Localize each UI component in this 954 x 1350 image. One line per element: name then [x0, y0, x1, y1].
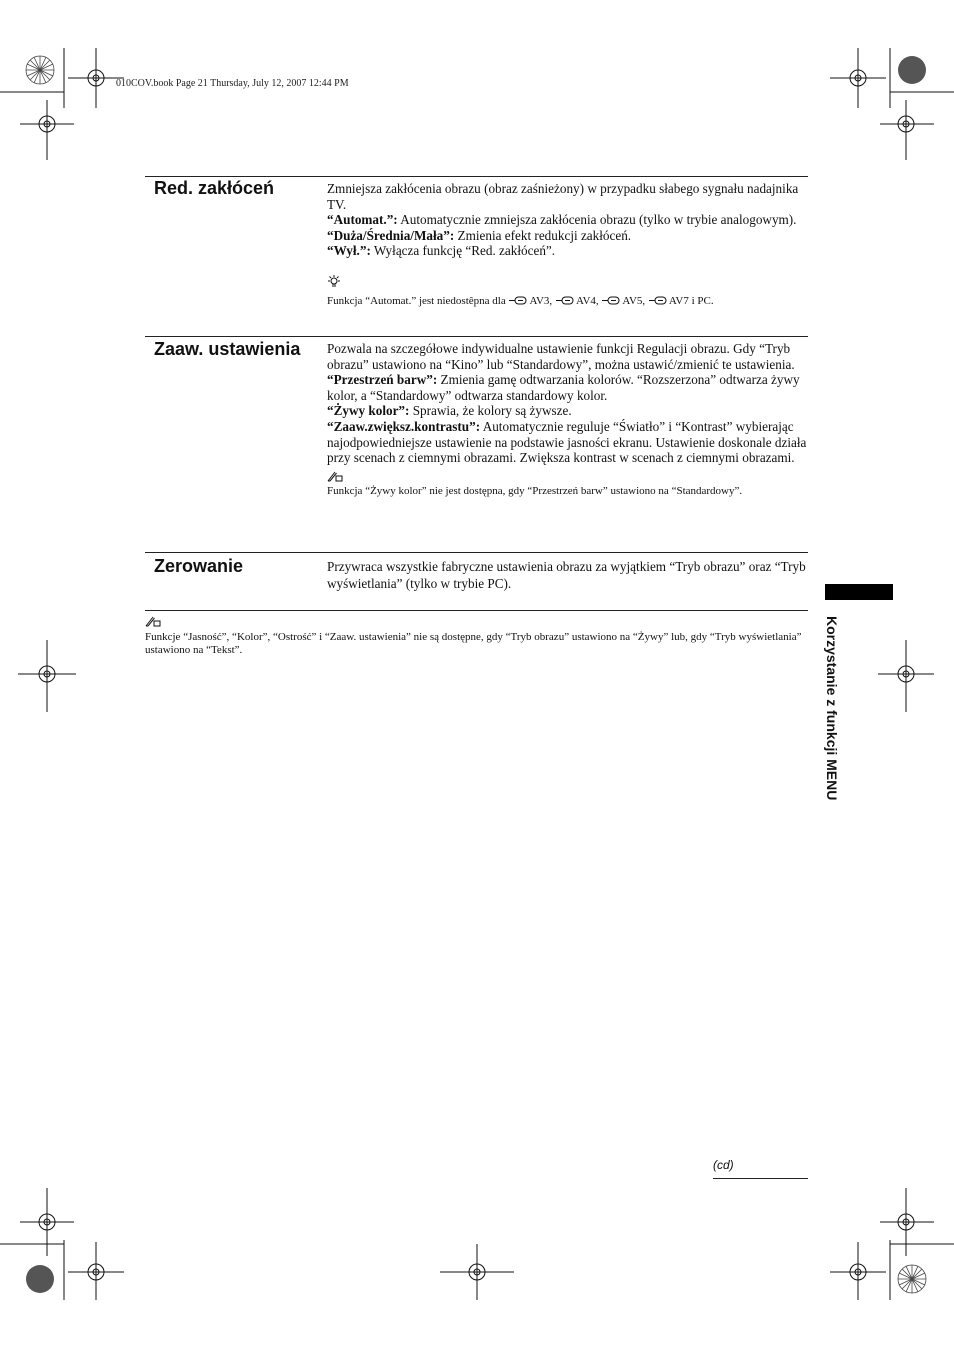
option-label: “Duża/Średnia/Mała”: [327, 227, 455, 243]
note-text: Funkcja “Żywy kolor” nie jest dostępna, gdy “Przestrzeń barw” ustawiono na “Standardowy”. [327, 485, 743, 498]
option-label: “Przestrzeń barw”: [327, 372, 438, 388]
rule [145, 552, 808, 553]
option [327, 228, 811, 244]
rule-continued [713, 1178, 808, 1179]
tip-input: AV5, [622, 294, 646, 307]
pencil-note-icon [145, 616, 161, 631]
footnote-text: Funkcje “Jasność”, “Kolor”, “Ostrość” i “Zaaw. ustawienia” nie są dostępne, gdy “Tryb obrazu” ustawiono na “Żywy” lub, gdy “Tryb wyświetlania” ustawiono na “Tekst”. [145, 631, 802, 656]
video-input-icon [556, 296, 574, 309]
option-label: “Wył.”: [327, 243, 371, 259]
lightbulb-icon [327, 275, 341, 293]
option-text: Zmienia efekt redukcji zakłóceń. [454, 227, 632, 243]
term-red-zaklocen: Red. zakłóceń [154, 178, 275, 198]
rule-bottom [145, 610, 808, 611]
option-label: “Zaaw.zwiększ.kontrastu”: [327, 418, 481, 434]
term-zerowanie: Zerowanie [154, 556, 244, 576]
term-zaaw-ustawienia: Zaaw. ustawienia [154, 339, 301, 359]
option-text: Automatycznie zmniejsza zakłócenia obrazu (tylko w trybie analogowym). [397, 212, 797, 228]
tip-text [327, 295, 811, 309]
intro: Pozwala na szczegółowe indywidualne ustawienie funkcji Regulacji obrazu. Gdy “Tryb obrazu” ustawiono na “Kino” lub “Standardowy”, można ustawić/zmienić te ustawienia. [327, 341, 795, 372]
option-label: “Automat.”: [327, 212, 398, 228]
intro: Przywraca wszystkie fabryczne ustawienia obrazu za wyjątkiem “Tryb obrazu” oraz “Tryb wyświetlania” (tylko w trybie PC). [327, 559, 806, 591]
desc-red-zaklocen [327, 181, 811, 309]
section-tab-text: Korzystanie z funkcji MENU [824, 616, 840, 801]
option-text: Wyłącza funkcję “Red. zakłóceń”. [370, 243, 556, 259]
print-slug: 010COV.book Page 21 Thursday, July 12, 2007 12:44 PM [116, 78, 349, 89]
intro: Zmniejsza zakłócenia obrazu (obraz zaśnieżony) w przypadku słabego sygnału nadajnika TV. [327, 181, 799, 212]
desc-zerowanie [327, 558, 811, 592]
option-text: Sprawia, że kolory są żywsze. [409, 403, 572, 419]
continued-label: (cd) [713, 1158, 734, 1172]
option [327, 419, 811, 466]
pencil-note-icon [327, 470, 343, 486]
tip-input: AV4, [575, 294, 599, 307]
tip-input: AV3, [529, 294, 553, 307]
option-label: “Żywy kolor”: [327, 403, 410, 419]
option [327, 372, 811, 403]
desc-zaaw-ustawienia [327, 341, 811, 498]
section-tab-label [824, 616, 846, 856]
footnote [145, 614, 808, 657]
tip-lead: Funkcja “Automat.” jest niedostêpna dla [327, 294, 509, 307]
video-input-icon [649, 296, 667, 309]
rule [145, 336, 808, 337]
video-input-icon [602, 296, 620, 309]
section-tab-marker [825, 584, 893, 600]
option [327, 243, 811, 259]
rule-top [145, 176, 808, 177]
option [327, 212, 811, 228]
tip-input: AV7 i PC. [668, 294, 714, 307]
option-text: Automatycznie reguluje “Światło” i “Kontrast” wybierając najodpowiedniejsze ustawienie na podstawie jasności ekranu. Ustawienie doskonale działa przy scenach z ciemnymi obrazami. Zwiększa kontrast w scenach z ciemnymi obrazami. [327, 418, 807, 466]
option-text: Zmienia gamę odtwarzania kolorów. “Rozszerzona” odtwarza żywy kolor, a “Standardowy” odtwarza standardowy kolor. [327, 372, 800, 403]
video-input-icon [509, 296, 527, 309]
option [327, 403, 811, 419]
